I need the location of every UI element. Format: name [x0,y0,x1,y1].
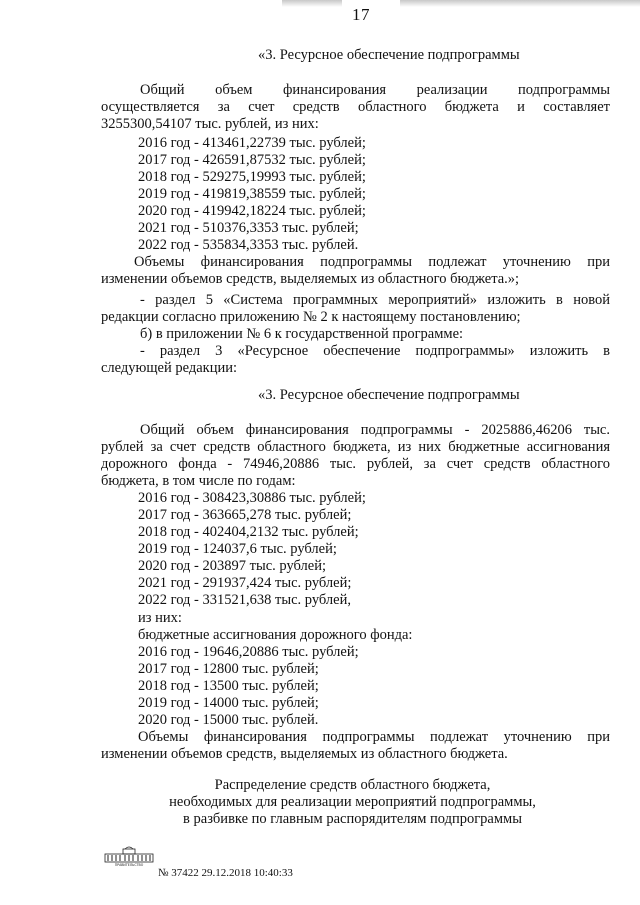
section-1-heading: «3. Ресурсное обеспечение подпрограммы [258,47,520,63]
section-2-year: 2016 год - 308423,30886 тыс. рублей; [138,490,366,506]
of-which-label: из них: [138,610,182,626]
road-fund-year: 2016 год - 19646,20886 тыс. рублей; [138,644,359,660]
distribution-heading-line: в разбивке по главным распорядителям подпрограммы [183,811,522,827]
instruction-line: редакции согласно приложению № 2 к настоящему постановлению; [101,309,521,325]
section-1-intro-line: 3255300,54107 тыс. рублей, из них: [101,116,319,132]
section-1-year: 2021 год - 510376,3353 тыс. рублей; [138,220,359,236]
section-2-year: 2019 год - 124037,6 тыс. рублей; [138,541,337,557]
instruction-line: следующей редакции: [101,360,238,376]
document-registration-number: № 37422 29.12.2018 10:40:33 [158,867,293,879]
section-2-intro-line: рублей за счет средств областного бюджета, из них бюджетные ассигнования [101,439,610,455]
government-building-emblem [103,845,155,867]
road-fund-year: 2017 год - 12800 тыс. рублей; [138,661,319,677]
section-2-year: 2017 год - 363665,278 тыс. рублей; [138,507,352,523]
scan-artifact-right [400,0,640,7]
road-fund-year: 2019 год - 14000 тыс. рублей; [138,695,319,711]
section-2-year: 2021 год - 291937,424 тыс. рублей; [138,575,352,591]
section-1-clarification-line: Объемы финансирования подпрограммы подлежат уточнению при [134,254,610,270]
section-2-heading: «3. Ресурсное обеспечение подпрограммы [258,387,520,403]
instruction-line: - раздел 5 «Система программных мероприятий» изложить в новой [140,292,610,308]
section-2-year: 2020 год - 203897 тыс. рублей; [138,558,326,574]
stamp-caption: ПРАВИТЕЛЬСТВО [114,863,144,867]
section-2-intro-line: бюджета, в том числе по годам: [101,473,296,489]
instruction-line: б) в приложении № 6 к государственной программе: [140,326,464,342]
section-1-year: 2016 год - 413461,22739 тыс. рублей; [138,135,366,151]
instruction-line: - раздел 3 «Ресурсное обеспечение подпрограммы» изложить в [140,343,610,359]
section-2-clarification-line: Объемы финансирования подпрограммы подлежат уточнению при [138,729,610,745]
section-1-intro-line: осуществляется за счет средств областного бюджета и составляет [101,99,610,115]
distribution-heading-line: необходимых для реализации мероприятий подпрограммы, [169,794,536,810]
section-1-year: 2017 год - 426591,87532 тыс. рублей; [138,152,366,168]
section-1-year: 2020 год - 419942,18224 тыс. рублей; [138,203,366,219]
section-1-year: 2019 год - 419819,38559 тыс. рублей; [138,186,366,202]
section-1-year: 2022 год - 535834,3353 тыс. рублей. [138,237,359,253]
distribution-heading-line: Распределение средств областного бюджета, [214,777,491,793]
scan-artifact-left [282,0,342,7]
road-fund-label: бюджетные ассигнования дорожного фонда: [138,627,413,643]
section-2-clarification-line: изменении объемов средств, выделяемых из областного бюджета. [101,746,508,762]
page-number: 17 [352,5,370,24]
road-fund-year: 2020 год - 15000 тыс. рублей. [138,712,319,728]
section-1-intro-line: Общий объем финансирования реализации подпрограммы [140,82,610,98]
section-1-year: 2018 год - 529275,19993 тыс. рублей; [138,169,366,185]
section-2-year: 2018 год - 402404,2132 тыс. рублей; [138,524,359,540]
section-2-intro-line: дорожного фонда - 74946,20886 тыс. рублей, за счет средств областного [101,456,610,472]
section-1-clarification-line: изменении объемов средств, выделяемых из областного бюджета.»; [101,271,520,287]
section-2-year: 2022 год - 331521,638 тыс. рублей, [138,592,351,608]
road-fund-year: 2018 год - 13500 тыс. рублей; [138,678,319,694]
section-2-intro-line: Общий объем финансирования подпрограммы - 2025886,46206 тыс. [140,422,610,438]
